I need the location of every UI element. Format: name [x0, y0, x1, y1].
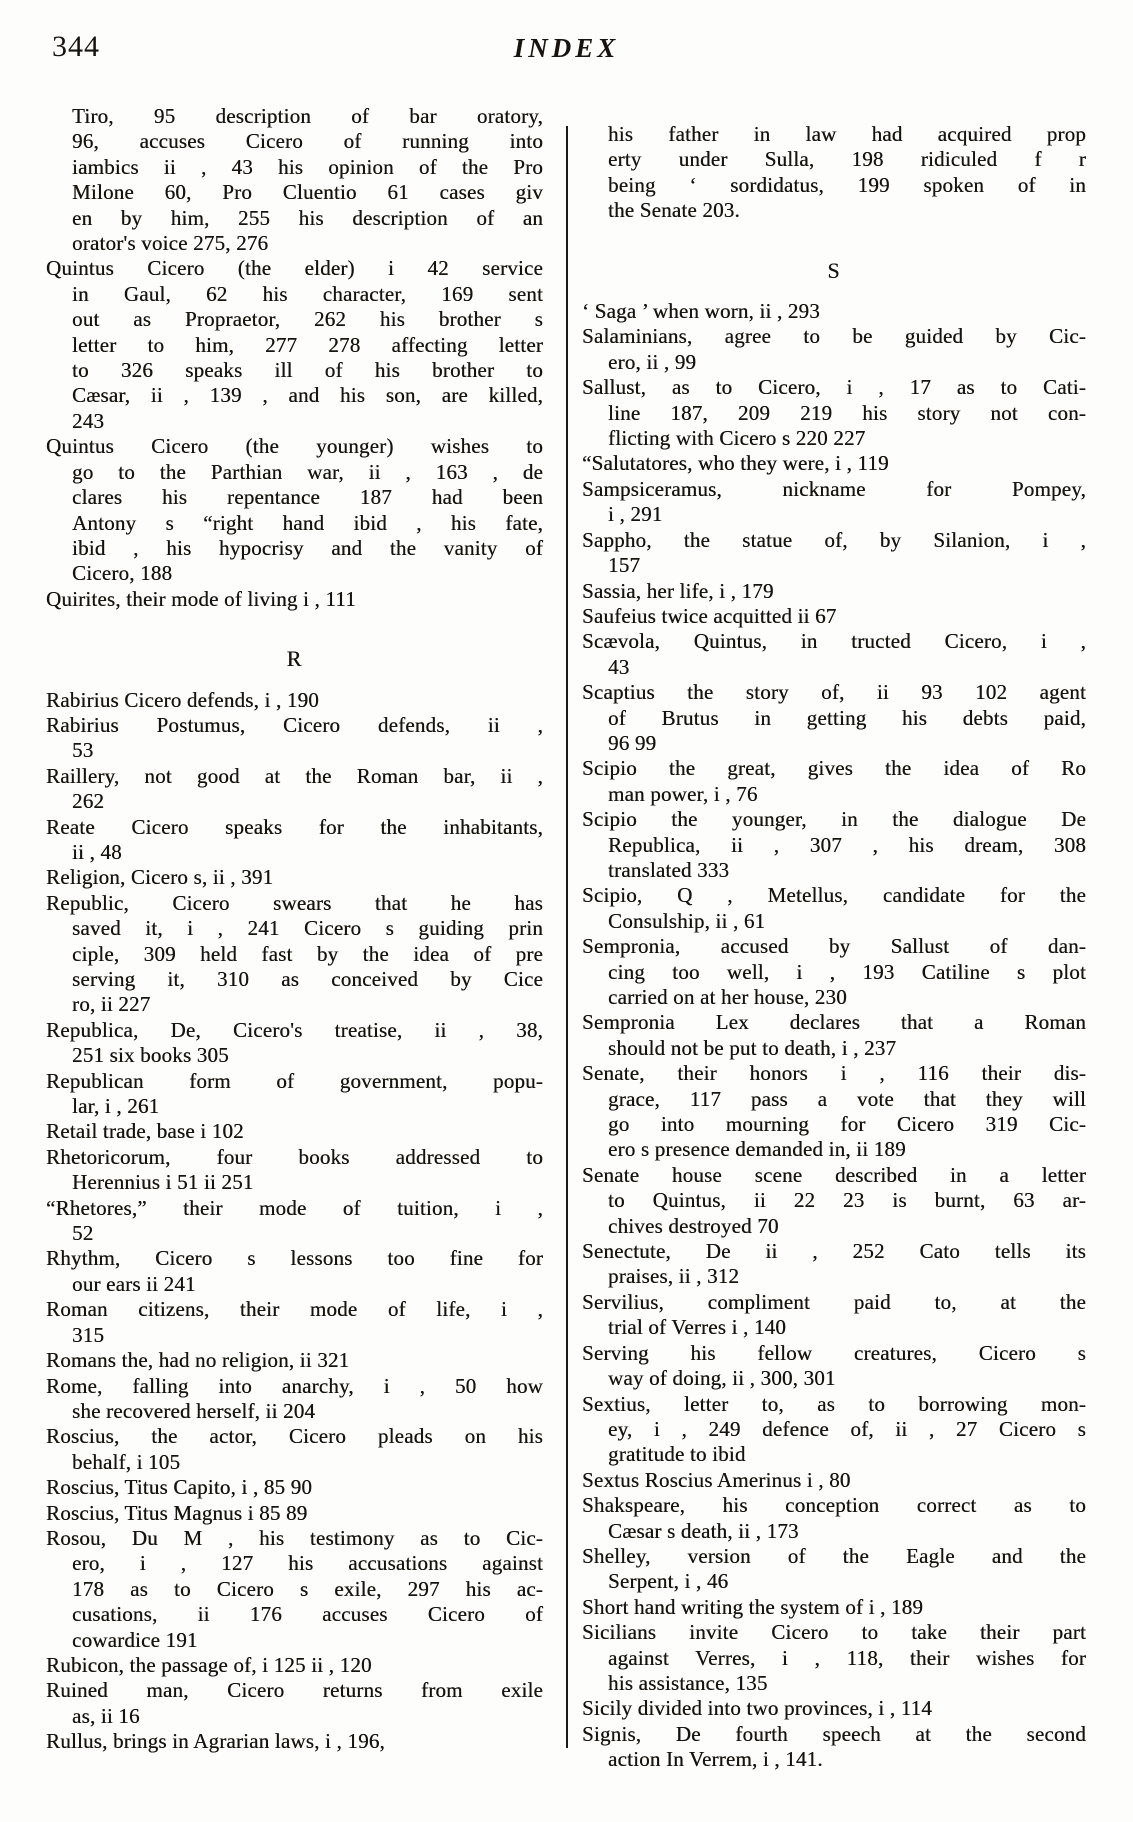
index-line: “Rhetores,” their mode of tuition, i ,: [46, 1195, 543, 1220]
index-entry: [582, 1239, 1086, 1290]
index-line: Salaminians, agree to be guided by Cic-: [582, 324, 1086, 349]
index-line: Religion, Cicero s, ii , 391: [46, 865, 274, 890]
index-entry: [582, 807, 1086, 883]
index-line: Serving his fellow creatures, Cicero s: [582, 1340, 1086, 1365]
index-line: she recovered herself, ii 204: [72, 1398, 316, 1423]
index-line: Scipio, Q , Metellus, candidate for the: [582, 883, 1086, 908]
index-entry: [46, 1246, 543, 1297]
index-entry: [46, 688, 543, 713]
index-entry: [46, 1374, 543, 1425]
index-entry: [46, 1424, 543, 1475]
index-line: Republica, De, Cicero's treatise, ii , 38,: [46, 1017, 543, 1042]
index-line: “Salutatores, who they were, i , 119: [582, 451, 889, 476]
index-line: 96, accuses Cicero of running into: [72, 129, 543, 154]
index-line: Quirites, their mode of living i , 111: [46, 586, 356, 611]
index-line: 262: [72, 789, 105, 814]
index-line: trial of Verres i , 140: [608, 1315, 787, 1340]
index-line: Quintus Cicero (the elder) i 42 service: [46, 256, 543, 281]
index-line: ibid , his hypocrisy and the vanity of: [72, 535, 543, 560]
letter-section-heading: S: [827, 257, 841, 283]
index-line: Shelley, version of the Eagle and the: [582, 1543, 1086, 1568]
index-line: Republican form of government, popu-: [46, 1068, 543, 1093]
index-line: his assistance, 135: [608, 1670, 768, 1695]
index-line: Quintus Cicero (the younger) wishes to: [46, 434, 543, 459]
index-line: ero, i , 127 his accusations against: [72, 1551, 543, 1576]
index-entry: [46, 1501, 543, 1526]
index-line: against Verres, i , 118, their wishes for: [608, 1645, 1086, 1670]
index-line: chives destroyed 70: [608, 1213, 779, 1238]
index-line: Senate house scene described in a letter: [582, 1162, 1086, 1187]
index-line: to Quintus, ii 22 23 is burnt, 63 ar-: [608, 1188, 1086, 1213]
index-line: 96 99: [608, 730, 657, 755]
index-line: behalf, i 105: [72, 1449, 181, 1474]
right-column: [582, 122, 1086, 1773]
index-entry: [582, 1722, 1086, 1773]
index-line: man power, i , 76: [608, 781, 758, 806]
index-entry: [46, 713, 543, 764]
index-line: ‘ Saga ’ when worn, ii , 293: [582, 299, 820, 324]
index-line: Serpent, i , 46: [608, 1569, 729, 1594]
index-entry: [582, 1595, 1086, 1620]
index-entry: [46, 434, 543, 586]
index-entry: [46, 764, 543, 815]
index-line: Republica, ii , 307 , his dream, 308: [608, 832, 1086, 857]
index-line: flicting with Cicero s 220 227: [608, 426, 866, 451]
index-line: Scaptius the story of, ii 93 102 agent: [582, 680, 1086, 705]
index-entry: [46, 1653, 543, 1678]
page-number: 344: [52, 30, 100, 63]
index-entry: [582, 1163, 1086, 1239]
index-entry: [582, 1061, 1086, 1163]
index-line: to 326 speaks ill of his brother to: [72, 358, 543, 383]
index-line: Rome, falling into anarchy, i , 50 how: [46, 1373, 543, 1398]
index-entry: [582, 1544, 1086, 1595]
index-line: iambics ii , 43 his opinion of the Pro: [72, 154, 543, 179]
index-line: Sappho, the statue of, by Silanion, i ,: [582, 527, 1086, 552]
left-column: [46, 104, 543, 1755]
index-line: Herennius i 51 ii 251: [72, 1170, 254, 1195]
index-line: carried on at her house, 230: [608, 985, 847, 1009]
index-line: Sempronia Lex declares that a Roman: [582, 1010, 1086, 1035]
index-line: 157: [608, 553, 641, 578]
index-entry: [46, 1297, 543, 1348]
page-title: INDEX: [513, 33, 620, 63]
index-entry: [582, 477, 1086, 528]
index-line: his father in law had acquired prop: [608, 122, 1086, 146]
index-entry: [582, 883, 1086, 934]
index-line: Rabirius Cicero defends, i , 190: [46, 687, 319, 712]
index-line: ro, ii 227: [72, 992, 151, 1017]
index-line: Sextus Roscius Amerinus i , 80: [582, 1467, 851, 1492]
index-line: Scipio the great, gives the idea of Ro: [582, 756, 1086, 781]
index-line: Rhetoricorum, four books addressed to: [46, 1144, 543, 1169]
index-entry: [46, 1526, 543, 1653]
index-line: Rabirius Postumus, Cicero defends, ii ,: [46, 712, 543, 737]
index-entry: [582, 579, 1086, 604]
index-line: Rubicon, the passage of, i 125 ii , 120: [46, 1652, 372, 1677]
index-line: ii , 48: [72, 839, 122, 864]
index-entry: [46, 1348, 543, 1373]
index-line: clares his repentance 187 had been: [72, 485, 543, 510]
index-line: 178 as to Cicero s exile, 297 his ac-: [72, 1576, 543, 1601]
index-line: Sextius, letter to, as to borrowing mon-: [582, 1391, 1086, 1416]
index-entry: [46, 865, 543, 890]
index-line: 53: [72, 738, 94, 763]
index-line: Servilius, compliment paid to, at the: [582, 1289, 1086, 1314]
index-line: the Senate 203.: [608, 198, 740, 223]
column-divider-rule: [566, 126, 568, 1748]
index-entry: [46, 1196, 543, 1247]
index-entry: [46, 1678, 543, 1729]
index-line: Sempronia, accused by Sallust of dan-: [582, 934, 1086, 959]
index-line: Tiro, 95 description of bar oratory,: [72, 104, 543, 128]
letter-section-heading: R: [286, 646, 303, 672]
index-line: Romans the, had no religion, ii 321: [46, 1348, 350, 1373]
index-line: way of doing, ii , 300, 301: [608, 1366, 836, 1391]
index-line: Roscius, the actor, Cicero pleads on his: [46, 1424, 543, 1449]
index-line: Retail trade, base i 102: [46, 1119, 244, 1144]
index-line: go into mourning for Cicero 319 Cic-: [608, 1112, 1086, 1137]
index-line: our ears ii 241: [72, 1271, 196, 1296]
index-entry: [582, 1620, 1086, 1696]
index-line: Signis, De fourth speech at the second: [582, 1721, 1086, 1746]
index-line: Rullus, brings in Agrarian laws, i , 196,: [46, 1729, 385, 1754]
index-entry: [46, 1018, 543, 1069]
index-line: Scævola, Quintus, in tructed Cicero, i ,: [582, 629, 1086, 654]
index-line: Roscius, Titus Capito, i , 85 90: [46, 1475, 313, 1500]
index-line: ey, i , 249 defence of, ii , 27 Cicero s: [608, 1416, 1086, 1441]
index-line: cing too well, i , 193 Catiline s plot: [608, 959, 1086, 984]
index-line: Senate, their honors i , 116 their dis-: [582, 1061, 1086, 1086]
index-line: line 187, 209 219 his story not con-: [608, 400, 1086, 425]
index-line: grace, 117 pass a vote that they will: [608, 1086, 1086, 1111]
index-line: Sallust, as to Cicero, i , 17 as to Cati-: [582, 375, 1086, 400]
index-line: Milone 60, Pro Cluentio 61 cases giv: [72, 180, 543, 205]
index-entry: [582, 451, 1086, 476]
index-entry: [582, 1010, 1086, 1061]
index-entry: [582, 375, 1086, 451]
index-entry: [582, 324, 1086, 375]
index-line: en by him, 255 his description of an: [72, 205, 543, 230]
index-line: 315: [72, 1322, 105, 1347]
index-line: Consulship, ii , 61: [608, 908, 766, 933]
index-line: ero, ii , 99: [608, 349, 697, 374]
index-entry: [582, 1341, 1086, 1392]
index-entry: [46, 256, 543, 434]
index-line: go to the Parthian war, ii , 163 , de: [72, 459, 543, 484]
index-line: ciple, 309 held fast by the idea of pre: [72, 941, 543, 966]
index-line: Rosou, Du M , his testimony as to Cic-: [46, 1525, 543, 1550]
index-line: Ruined man, Cicero returns from exile: [46, 1678, 543, 1703]
index-line: letter to him, 277 278 affecting letter: [72, 332, 543, 357]
index-line: Sicily divided into two provinces, i , 114: [582, 1696, 933, 1721]
index-entry: [582, 299, 1086, 324]
index-entry: [46, 587, 543, 612]
index-entry: [582, 528, 1086, 579]
index-line: being ‘ sordidatus, 199 spoken of in: [608, 172, 1086, 197]
index-line: action In Verrem, i , 141.: [608, 1747, 823, 1772]
index-line: Saufeius twice acquitted ii 67: [582, 603, 837, 628]
index-line: Raillery, not good at the Roman bar, ii ,: [46, 763, 543, 788]
index-entry: [582, 1290, 1086, 1341]
index-entry: [46, 1145, 543, 1196]
index-entry: [46, 1475, 543, 1500]
index-line: as, ii 16: [72, 1703, 140, 1728]
index-line: Roman citizens, their mode of life, i ,: [46, 1297, 543, 1322]
index-line: Reate Cicero speaks for the inhabitants,: [46, 814, 543, 839]
index-entry: [582, 1493, 1086, 1544]
index-line: in Gaul, 62 his character, 169 sent: [72, 281, 543, 306]
index-entry: [582, 756, 1086, 807]
index-line: Republic, Cicero swears that he has: [46, 890, 543, 915]
index-line: Sassia, her life, i , 179: [582, 578, 774, 603]
index-line: Cæsar s death, ii , 173: [608, 1518, 799, 1543]
index-entry: [582, 934, 1086, 1010]
index-line: translated 333: [608, 857, 730, 882]
index-entry: [46, 891, 543, 1018]
index-line: Sicilians invite Cicero to take their part: [582, 1620, 1086, 1645]
index-entry: [46, 1119, 543, 1144]
index-entry-continuation: [582, 122, 1086, 224]
index-line: ero s presence demanded in, ii 189: [608, 1137, 906, 1162]
index-entry: [582, 604, 1086, 629]
index-line: i , 291: [608, 502, 663, 527]
index-line: serving it, 310 as conceived by Cice: [72, 967, 543, 991]
index-line: erty under Sulla, 198 ridiculed f r: [608, 147, 1086, 172]
index-entry: [582, 680, 1086, 756]
index-line: Rhythm, Cicero s lessons too fine for: [46, 1246, 543, 1271]
index-line: Senectute, De ii , 252 Cato tells its: [582, 1239, 1086, 1264]
index-entry: [582, 1696, 1086, 1721]
index-line: Scipio the younger, in the dialogue De: [582, 807, 1086, 832]
index-line: orator's voice 275, 276: [72, 231, 269, 256]
index-entry: [46, 1069, 543, 1120]
index-line: 251 six books 305: [72, 1043, 229, 1068]
index-line: Roscius, Titus Magnus i 85 89: [46, 1500, 308, 1525]
index-line: of Brutus in getting his debts paid,: [608, 705, 1086, 730]
index-line: should not be put to death, i , 237: [608, 1035, 897, 1060]
index-entry: [582, 1468, 1086, 1493]
index-line: lar, i , 261: [72, 1094, 160, 1119]
index-line: cusations, ii 176 accuses Cicero of: [72, 1602, 543, 1627]
index-entry: [582, 1392, 1086, 1468]
index-entry: [46, 1729, 543, 1754]
index-entry: [46, 815, 543, 866]
index-line: Antony s “right hand ibid , his fate,: [72, 510, 543, 535]
index-line: gratitude to ibid: [608, 1442, 746, 1467]
index-line: saved it, i , 241 Cicero s guiding prin: [72, 916, 543, 941]
index-line: praises, ii , 312: [608, 1264, 740, 1289]
index-line: 243: [72, 408, 105, 433]
index-line: Cæsar, ii , 139 , and his son, are killed,: [72, 383, 543, 408]
index-line: Cicero, 188: [72, 561, 173, 586]
index-line: out as Propraetor, 262 his brother s: [72, 307, 543, 332]
index-line: 43: [608, 654, 630, 679]
index-line: Shakspeare, his conception correct as to: [582, 1493, 1086, 1518]
index-line: Sampsiceramus, nickname for Pompey,: [582, 476, 1086, 501]
index-line: 52: [72, 1221, 94, 1246]
index-line: Short hand writing the system of i , 189: [582, 1594, 924, 1619]
index-line: cowardice 191: [72, 1627, 198, 1652]
index-entry: [582, 629, 1086, 680]
index-entry-continuation: [46, 104, 543, 256]
